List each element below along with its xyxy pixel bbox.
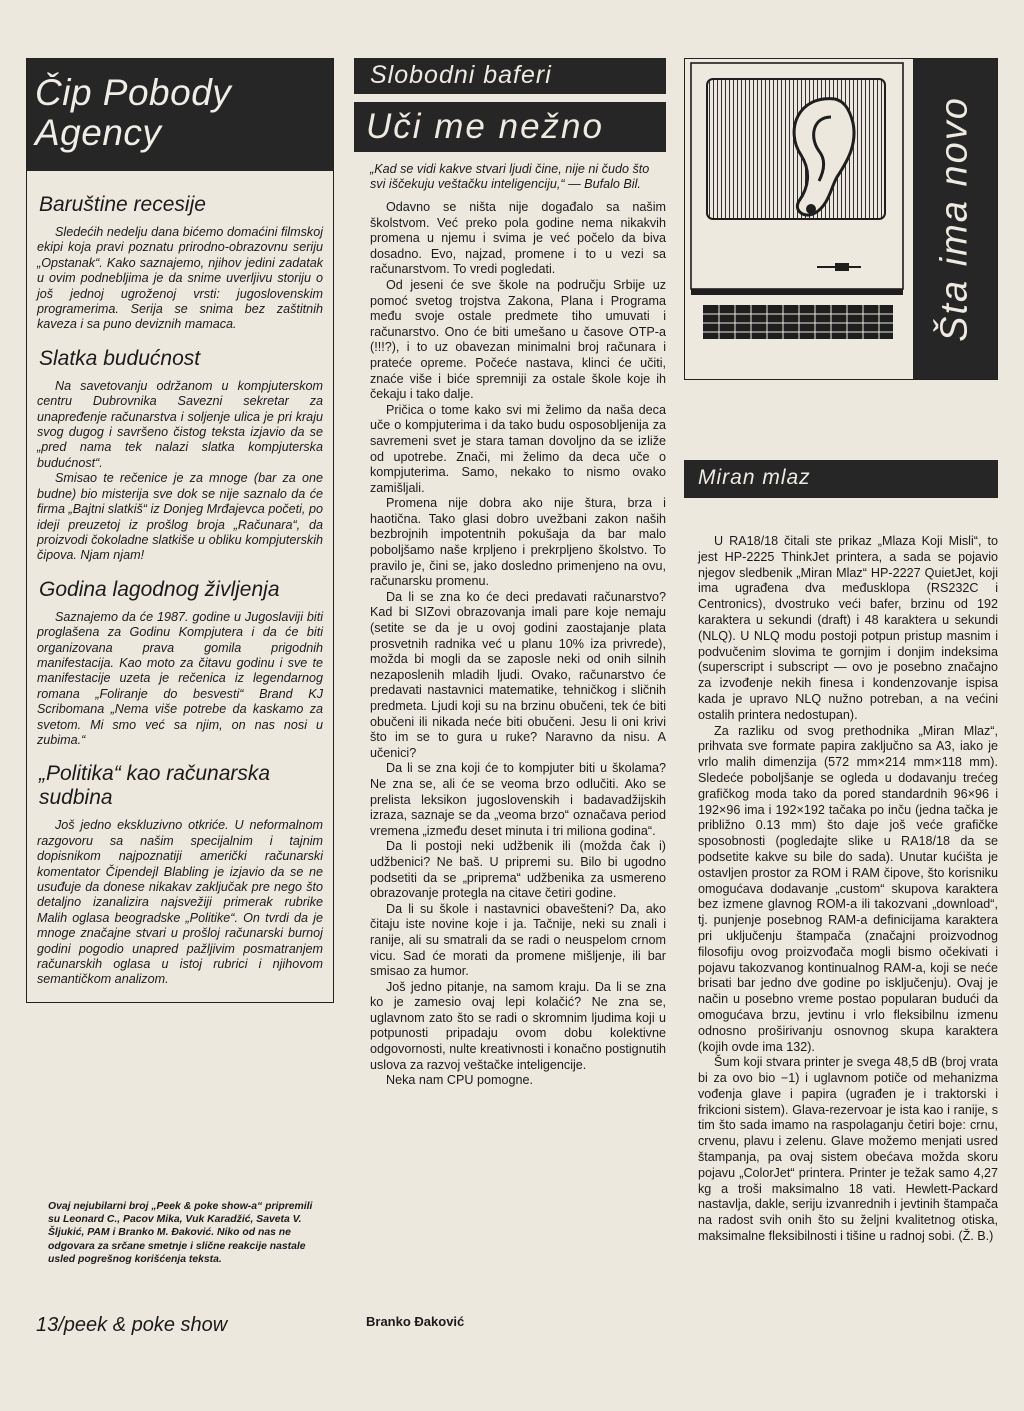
article-paragraph: U RA18/18 čitali ste prikaz „Mlaza Koji Misli“, to jest HP-2225 ThinkJet printera, a sada se pojavio njegov sledbenik „Miran Mlaz“ HP-2227 QuietJet, koji ima ugrađena dva međusklopa (RS232C i Centronics), dvostruko veći bafer, brzinu od 192 karaktera u sekundi (draft) i 48 karaktera u sekundi (NLQ). U NLQ modu postoji potpun pristup masnim i podvučenim slovima te gornjim i donjim indeksima (superscript i subscript — ovo je posebno značajno za izvođenje nekih finesa i kondenzovanje ispisa kada je upravo NLQ nužno potreban, a na većini ostalih printera nedostupan). [698,534,998,722]
column-cip-pobody-agency [26,58,334,1003]
section-paragraph: Saznajemo da će 1987. godine u Jugoslaviji biti proglašena za Godinu Kompjutera i da će biti organizovana prava gomila prigodnih manifestacija. Kao moto za čitavu godinu i sve te manifestacije uzeta je rečenica iz legendarnog romana „Foliranje do besvesti“ Brand KJ Scribomana „Nema više potrebe da kaskamo za svetom. Mi smo već sa njim, on nas nosi u zubima.“ [37,609,323,747]
article-title-banner: Uči me nežno [354,102,666,152]
section-vertical-tab [913,59,997,379]
section-paragraph: Sledećih nedelju dana bićemo domaćini filmskoj ekipi koja pravi poznatu prirodno-obrazovnu seriju „Opstanak“. Kako saznajemo, njihov jedini zadatak u ovim podnebljima je da snime uverljivu storiju o još jednoj ugroženoj vrsti: jugoslovenskim programerima. Serija se snima bez zaštitnih kaveza i sa puno deviznih mamaca. [37,225,323,332]
article-paragraph: Šum koji stvara printer je svega 48,5 dB (broj vrata bi za ovo bio −1) i uglavnom potiče od mehanizma vođenja glave i papira (ugrađen je i traktorski i frikcioni sistem). Glava-rezervoar je ista kao i ranije, s tim što sada imamo na raspolaganju četiri boje: crnu, crvenu, plavu i zelenu. Glave možemo menjati usred štampanja, pa ovaj sistem obećava možda skoru pojavu „ColorJet“ printera. Printer je težak samo 4,27 kg a troši maksimalno 18 vati. Hewlett-Packard nastavlja, dakle, seriju izvanrednih i jevtinih štampača na radost svih onih što su željni kvalitetnog otiska, maksimalne fleksibilnosti i tišine u radnoj sobi. (Ž. B.) [698,1055,998,1244]
column-title-block [27,59,333,171]
section-banner: Slobodni baferi [354,58,666,94]
column-title-line-1: Čip Pobody [35,72,232,113]
column-sta-ima-novo [684,58,998,1245]
article-paragraph: Još jedno pitanje, na samom kraju. Da li se zna ko je zamesio ovaj lepi kolačić? Ne zna se, uglavnom zato što se radi o skromnim ljudima koji u potpunosti pripadaju ovom dobu kolektivne odgovornosti, nulte kreativnosti i konačno postignutih uslova za razvoj veštačke inteligencije. [370,979,666,1072]
section-heading: Slatka budućnost [39,346,201,370]
article-paragraph: Da li postoji neki udžbenik ili (možda čak i) udžbenici? Ne baš. U pripremi su. Bilo bi ugodno podsetiti da se „priprema“ udžbenika za usmereno obrazovanje protegla na citave četiri godine. [370,839,666,901]
credits-footnote: Ovaj nejubilarni broj „Peek & poke show-a“ pripremili su Leonard C., Pacov Mika, Vuk Karadžić, Saveta V. Šljukić, PAM i Branko M. Đaković. Niko od nas ne odgovara za srčane smetnje i slične reakcije nastale usled pogrešnog korišćenja teksta. [48,1201,313,1265]
section-paragraph: Na savetovanju održanom u kompjuterskom centru Dubrovnika Savezni sekretar za unapređenje računarstva i soljenje ulica je pri kraju svog dugog i savršeno čistog teksta izjavio da se „pred nama tek nalazi slatka kompjuterska budućnost“. [37,378,323,470]
article-paragraph: Da li se zna koji će to kompjuter biti u školama? Ne zna se, ali će se veoma brzo odlučiti. Ako se prelista leksikon jugoslovenskih i badavadžijskih izraza, saznaje se da „veoma brzo“ označava period vremena „između deset minuta i tri miliona godina“. [370,761,666,838]
author-byline: Branko Đaković [366,1314,465,1329]
section-paragraph: Još jedno ekskluzivno otkriće. U neformalnom razgovoru sa našim specijalnim i tajnim dopisnikom najpoznatiji američki računarski komentator Čipendejl Blabling je izjavio da se ne usuđuje da donese nikakav zaključak pre nego što detaljno izanalizira najsvežiji primerak rubrike Malih oglasa beogradske „Politike“. On tvrdi da je mnoge značajne stvari u prošloj računarski burnoj godini pogodio unapred pažljivim posmatranjem računarskih oglasa u istoj rubrici i njihovom semantičkom analizom. [37,818,323,987]
article-paragraph: Pričica o tome kako svi mi želimo da naša deca uče o kompjuterima i da tako budu osposobljenija za savremeni svet je stara taman dovoljno da se izliže od upotrebe. Znači, mi želimo da deca uče o kompjuterima. Samo, nekako to nismo ovako zamišljali. [370,402,666,495]
computer-ear-icon [685,59,915,379]
article-paragraph: Od jeseni će sve škole na području Srbije uz pomoć svetog trojstva Zakona, Plana i Programa među svoje ostale predmete tiho umuvati i računarstvo. Ono će biti umešano u časove OTP-a (!!!?), i to uz obavezan minimalni broj računara i prateće opreme. Počeće nastava, klinci će učiti, znaće više i biće spremniji za ostale škole koje ih čekaju i tako dalje. [370,277,666,402]
page-number-label: 13/peek & poke show [36,1314,228,1336]
article-paragraph: Za razliku od svog prethodnika „Miran Mlaz“, prihvata sve formate papira zaključno sa A3, iako je vrlo malih dimenzija (572 mm×214 mm×118 mm). Sledeće poboljšanje se ogleda u dodavanju trećeg grafičkog moda tako da pored standardnih 96×96 i 192×96 ima i 192×192 tačaka po inču (jedna tačka je približno 0.13 mm) što daje još veće grafičke sposobnosti (pogledajte slike u RA18/18 da se podsetite kakve su bile do sada). Unutar kućišta je ostavljen prostor za ROM i RAM čipove, što korisniku omogućava dodavanje „custom“ skupova karaktera bez izmene glavnog ROM-a ili takozvani „download“, tj. punjenje posebnog RAM-a definicijama karaktera pri uključenju štampača (značajni proizvodnog filosofiju ovog proizvođača mogli bismo očekivati i pojavu takozvanog kontinualnog RAM-a, koji se neće brisati bar jedno dve godine po isključenju). Ovaj je način u posebno vreme postao popularan budući da omogućava brzu, jevtinu i vrlo fleksibilnu izmenu odnosno proširivanju osnovnog skupa karaktera (kojih ovde ima 132). [698,723,998,1054]
article-paragraph: Da li su škole i nastavnici obavešteni? Da, ako čitaju iste novine koje i ja. Tačnije, neki su znali i ranije, ali su smatrali da se radi o neuspelom crnom vicu. Sad će morati da promene mišljenje, ili bar smisao za humor. [370,901,666,979]
article-paragraph: Da li se zna ko će deci predavati računarstvo? Kad bi SIZovi obrazovanja imali pare koje nemaju (setite se da je u ovoj godini zaostajanje plata prosvetnih radnika već u planu 10% iza privrede), možda bi mogli da se zaposle neki od onih silnih nezaposlenih mladih ljudi. Ovako, računarstvo će predavati nastavnici matematike, tehničkog i sličnih predmeta. Ljudi koji su na brzinu obučeni, tek će biti obučeni ili nikada neće biti obučeni. Jesu li oni krivi što im se to gura u ruke? Naravno da nisu. A učenici? [370,589,666,760]
section-paragraph: Smisao te rečenice je za mnoge (bar za one budne) bio misterija sve dok se nije saznalo da će firma „Bajtni slatkiš“ iz Donjeg Mrđajevca početi, po ideji preuzetoj iz prošlog broja „Računara“, da proizvodi čokoladne slatkiše u obliku kompjuterskih čipova. Njam njam! [37,471,323,563]
vertical-tab-label: Šta ima novo [933,96,976,342]
article-paragraph: Neka nam CPU pomogne. [386,1073,533,1088]
article-paragraph: Odavno se ništa nije događalo sa našim školstvom. Već preko pola godine nema nikakvih promena u njemu i svima je već počelo da biva dosadno. Evo, najzad, promene i to u vezi sa računarstvom. To vredi pogledati. [370,200,666,277]
article-body [684,534,998,1245]
epigraph-quote: „Kad se vidi kakve stvari ljudi čine, nije ni čudo što svi iščekuju veštačku inteligenciju,“ — Bufalo Bil. [370,162,650,191]
section-heading: Baruštine recesije [39,193,206,216]
section-heading: Godina lagodnog življenja [39,577,280,601]
article-title-banner: Miran mlaz [684,460,998,498]
computer-ear-illustration-box [684,58,998,380]
article-paragraph: Promena nije dobra ako nije štura, brza i haotična. Tako glasi dobro uvežbani zakon naših bezbrojnih impotentnih pokušaja da bar malo poboljšamo naše krpljeno i prekrpljeno školstvo. To pravilo je, čini se, jako dosledno primenjeno na ovu, računarsku promenu. [370,496,666,589]
article-body [354,200,666,1089]
column-title-line-2: Agency [35,112,162,153]
column-slobodni-baferi [354,58,666,1089]
column-body [27,171,333,1002]
section-heading: „Politika“ kao računarska sudbina [39,762,271,810]
